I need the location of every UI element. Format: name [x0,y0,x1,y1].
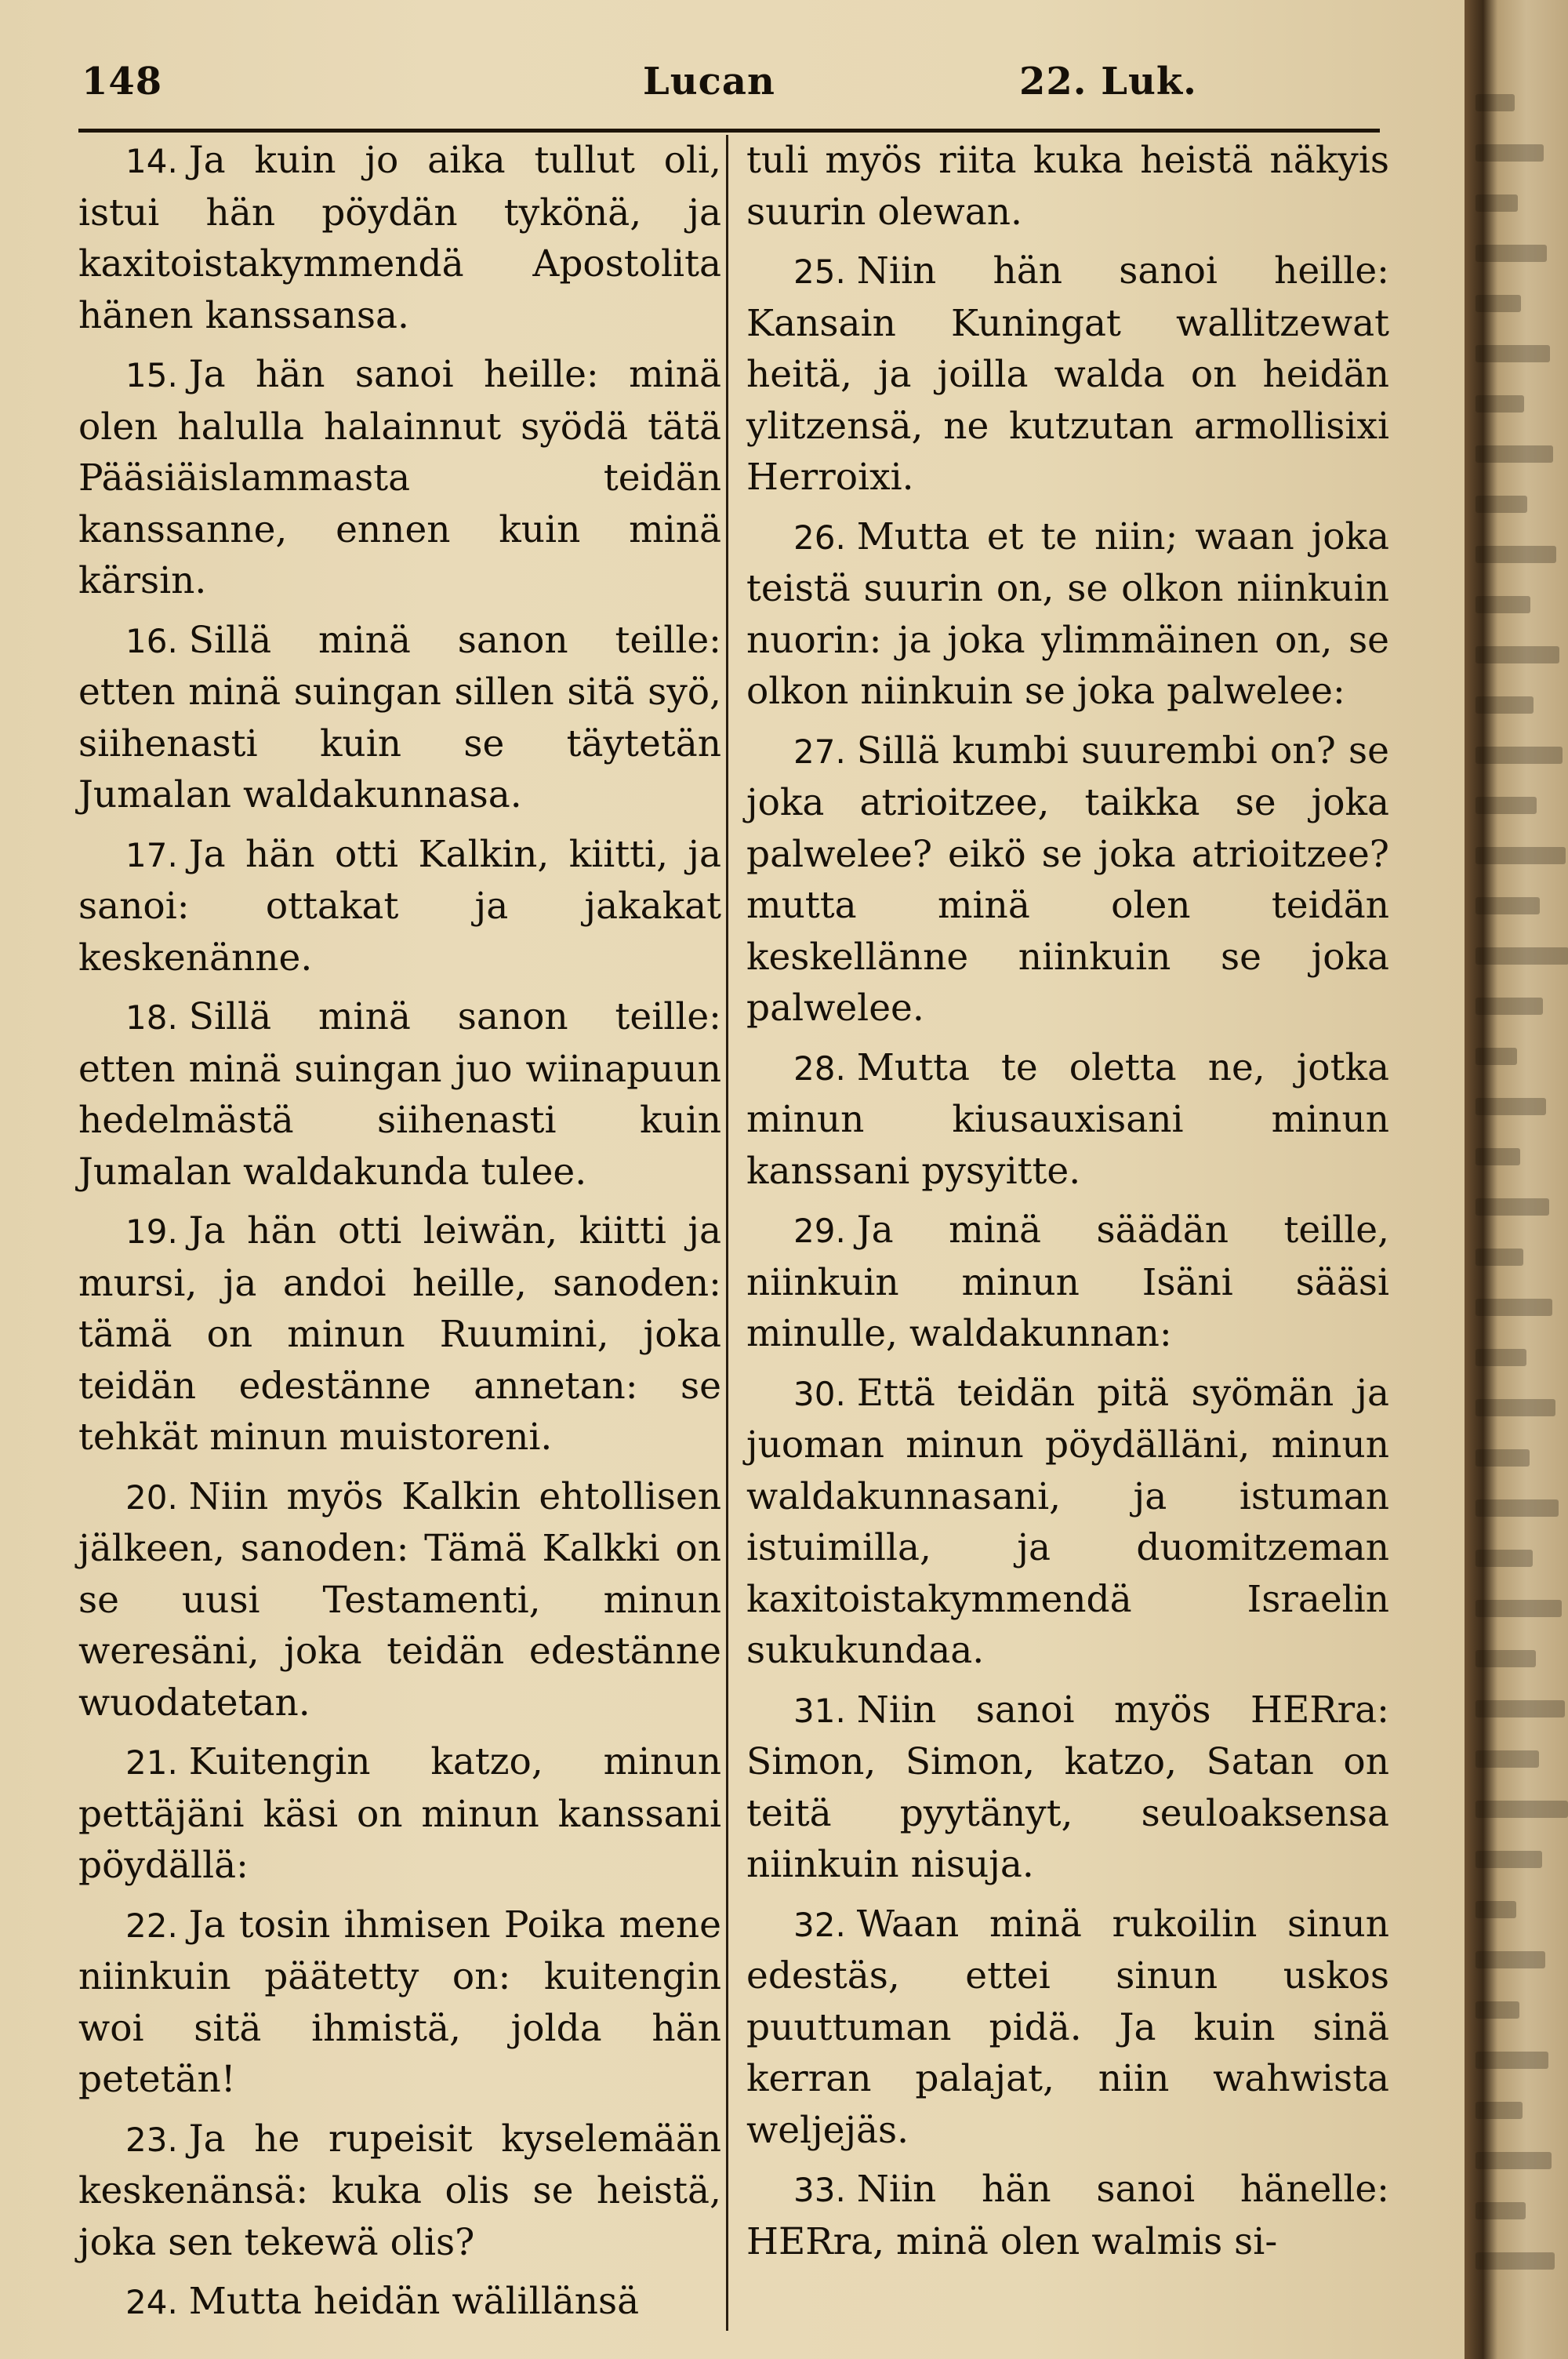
verse [78,1471,721,1729]
bleed-through-line [1475,1901,1516,1918]
verse-number: 16. [125,621,178,660]
verse [746,1205,1389,1360]
bleed-through-line [1475,998,1543,1015]
verse [746,2164,1389,2267]
bleed-through-line [1475,596,1530,613]
verse-number: 25. [793,253,846,291]
verse-number: 23. [125,2120,178,2159]
book-title: Lucan [643,60,775,104]
verse-text: Niin hän sanoi heille: Kansain Kuningat wallitzewat heitä, ja joilla walda on heidän ylitzensä, ne kutzutan armollisixi Herroixi. [746,249,1389,499]
bleed-through-line [1475,897,1540,914]
bleed-through-line [1475,696,1534,714]
bleed-through-line [1475,295,1521,312]
bleed-through-line [1475,2252,1555,2270]
bleed-through-line [1475,1499,1559,1517]
verse-text: tuli myös riita kuka heistä näkyis suurin olewan. [746,139,1389,234]
right-column [746,135,1389,2275]
bleed-through-line [1475,1700,1565,1717]
page-number: 148 [82,60,163,104]
bleed-through-line [1475,445,1553,463]
verse [746,1368,1389,1677]
verse-text: Niin myös Kalkin ehtollisen jälkeen, sanoden: Tämä Kalkki on se uusi Testamenti, minun weresäni, joka teidän edestänne wuodatetan. [78,1474,721,1725]
bleed-through-line [1475,245,1547,262]
verse [746,511,1389,718]
verse-number: 18. [125,998,178,1037]
bleed-through-line [1475,1600,1562,1617]
chapter-label: 22. Luk. [1019,60,1197,104]
verse-number: 32. [793,1905,846,1944]
verse [78,2276,721,2328]
bleed-through-line [1475,1249,1523,1266]
verse-number: 31. [793,1691,846,1730]
verse-number: 33. [793,2171,846,2209]
verse-text: Niin hän sanoi hänelle: HERra, minä olen walmis si- [746,2168,1389,2263]
bleed-through-line [1475,1650,1536,1667]
verse-number: 21. [125,1743,178,1782]
verse-text: Että teidän pitä syömän ja juoman minun pöydälläni, minun waldakunnasani, ja istuman istuimilla, ja duomitzeman kaxitoistakymmendä Israelin sukukundaa. [746,1371,1389,1672]
verse-text: Mutta heidän wälillänsä [188,2280,640,2323]
header-rule [78,129,1380,133]
verse [746,1685,1389,1891]
verse-number: 26. [793,518,846,557]
verse [78,991,721,1198]
verse-text: Sillä minä sanon teille: etten minä suingan sillen sitä syö, siihenasti kuin se täytetän Jumalan waldakunnasa. [78,618,721,816]
verse [746,135,1389,238]
bleed-through-line [1475,194,1518,212]
verse-text: Ja hän otti leiwän, kiitti ja mursi, ja andoi heille, sanoden: tämä on minun Ruumini, joka teidän edestänne annetan: se tehkät minun muistoreni. [78,1209,721,1459]
verse-text: Sillä minä sanon teille: etten minä suingan juo wiinapuun hedelmästä siihenasti kuin Jumalan waldakunda tulee. [78,995,721,1194]
bleed-through-line [1475,1148,1520,1165]
bleed-through-line [1475,1851,1542,1868]
verse-number: 29. [793,1212,846,1250]
verse-text: Ja hän otti Kalkin, kiitti, ja sanoi: ottakat ja jakakat keskenänne. [78,832,721,980]
verse [78,1736,721,1892]
bleed-through-line [1475,847,1566,864]
bleed-through-line [1475,646,1559,663]
verse-text: Niin sanoi myös HERra: Simon, Simon, katzo, Satan on teitä pyytänyt, seuloaksensa niinkuin nisuja. [746,1688,1389,1886]
verse-text: Ja he rupeisit kyselemään keskenänsä: kuka olis se heistä, joka sen tekewä olis? [78,2117,721,2264]
bleed-through-line [1475,144,1544,162]
bleed-through-line [1475,797,1537,814]
verse-number: 17. [125,835,178,874]
bleed-through-line [1475,747,1563,764]
verse-number: 15. [125,356,178,394]
verse-text: Ja minä säädän teille, niinkuin minun Isäni sääsi minulle, waldakunnan: [746,1209,1389,1355]
bleed-through-line [1475,1098,1546,1115]
bleed-through-line [1475,2102,1523,2119]
verse [78,1205,721,1463]
verse-number: 28. [793,1049,846,1088]
verse [746,725,1389,1034]
bleed-through-line [1475,546,1556,563]
left-column [78,135,721,2336]
bleed-through-line [1475,395,1524,413]
bleed-through-line [1475,2152,1552,2169]
verse-text: Ja tosin ihmisen Poika mene niinkuin päätetty on: kuitengin woi sitä ihmistä, jolda hän petetän! [78,1903,721,2101]
bleed-through-line [1475,1550,1533,1567]
verse [78,135,721,341]
bleed-through-line [1475,2052,1548,2069]
bleed-through-line [1475,1399,1555,1416]
verse [746,1042,1389,1198]
bleed-through-line [1475,2202,1526,2219]
verse-number: 19. [125,1212,178,1251]
column-divider [726,135,728,2331]
verse-text: Mutta te oletta ne, jotka minun kiusauxisani minun kanssani pysyitte. [746,1045,1389,1193]
bleed-through-line [1475,1449,1530,1467]
verse-text: Ja kuin jo aika tullut oli, istui hän pöydän tykönä, ja kaxitoistakymmendä Apostolita hänen kanssansa. [78,139,721,337]
verse-text: Waan minä rukoilin sinun edestäs, ettei sinun uskos puuttuman pidä. Ja kuin sinä kerran palajat, niin wahwista weljejäs. [746,1902,1389,2152]
facing-page-edge [1465,0,1568,2359]
bleed-through-line [1475,1048,1517,1065]
bleed-through-line [1475,496,1527,513]
verse [78,829,721,984]
verse [78,615,721,821]
bleed-through-line [1475,1299,1552,1316]
verse [78,1899,721,2106]
verse-text: Ja hän sanoi heille: minä olen halulla halainnut syödä tätä Pääsiäislammasta teidän kanssanne, ennen kuin minä kärsin. [78,353,721,602]
verse [78,2114,721,2269]
verse-number: 27. [793,732,846,771]
bleed-through-line [1475,1750,1539,1768]
verse-number: 30. [793,1374,846,1413]
bleed-through-line [1475,345,1550,362]
verse-number: 24. [125,2283,178,2321]
bleed-through-line [1475,2001,1519,2019]
verse [746,245,1389,503]
verse-text: Mutta et te niin; waan joka teistä suurin on, se olkon niinkuin nuorin: ja joka ylimmäinen on, se olkon niinkuin se joka palwelee: [746,514,1389,713]
verse [746,1899,1389,2157]
bleed-through-line [1475,1349,1526,1366]
bleed-through-line [1475,1801,1568,1818]
verse [78,349,721,607]
page-header [78,47,1380,118]
verse-text: Kuitengin katzo, minun pettäjäni käsi on minun kanssani pöydällä: [78,1740,721,1887]
verse-number: 22. [125,1906,178,1945]
bleed-through-line [1475,947,1568,965]
verse-number: 14. [125,142,178,180]
bleed-through-line [1475,94,1515,111]
bleed-through-line [1475,1951,1545,1968]
verse-number: 20. [125,1478,178,1517]
bleed-through-line [1475,1198,1549,1216]
verse-text: Sillä kumbi suurembi on? se joka atrioitzee, taikka se joka palwelee? eikö se joka atrioitzee? mutta minä olen teidän keskellänne niinkuin se joka palwelee. [746,729,1389,1030]
